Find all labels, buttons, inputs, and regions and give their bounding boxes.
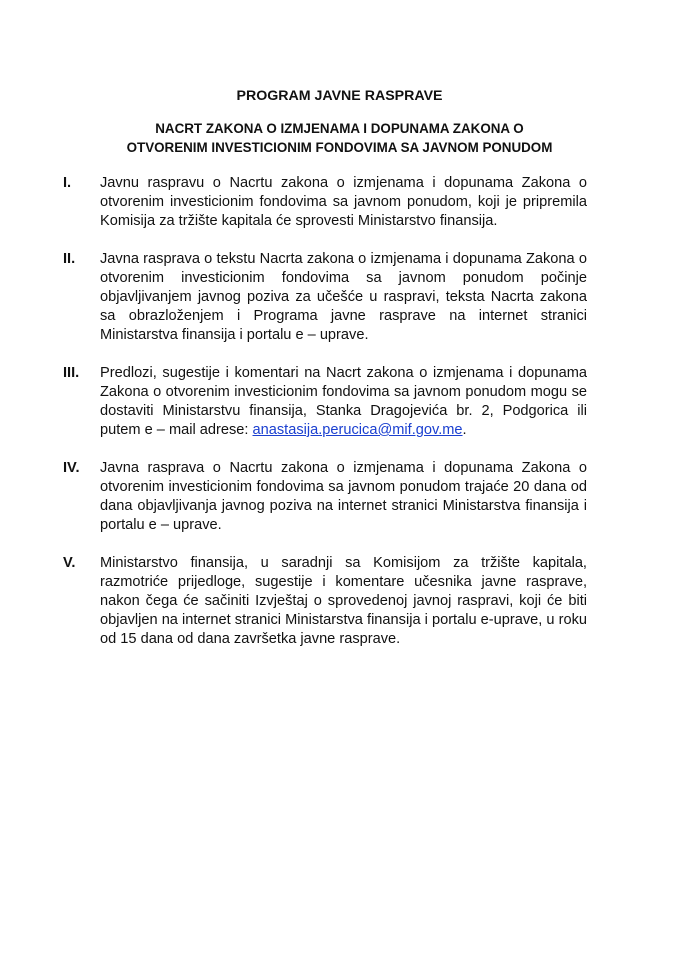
section-number: IV. [63, 460, 80, 476]
sections-list [63, 174, 587, 668]
section-text: Predlozi, sugestije i komentari na Nacrt zakona o izmjenama i dopunama Zakona o otvorenim investicionim fondovima sa javnom ponudom mogu se dostaviti Ministarstvu finansija, Stanka Dragojevića br. 2, Podgorica ili putem e – mail adrese: [100, 365, 587, 438]
section-text: Javnu raspravu o Nacrtu zakona o izmjenama i dopunama Zakona o otvorenim investicionim fondovima sa javnom ponudom, koji je pripremila Komisija za tržište kapitala će sprovesti Ministarstvo finansija. [100, 175, 587, 229]
section-1 [63, 174, 587, 231]
section-text: Javna rasprava o Nacrtu zakona o izmjenama i dopunama Zakona o otvorenim investicionim fondovima sa javnom ponudom trajaće 20 dana od dana objavljivanja javnog poziva na internet stranici Ministarstva finansija i portalu e – uprave. [100, 460, 587, 533]
section-text-end: . [462, 422, 467, 438]
document-title: PROGRAM JAVNE RASPRAVE [236, 88, 443, 104]
section-2 [63, 250, 587, 345]
document-subtitle: NACRT ZAKONA O IZMJENAMA I DOPUNAMA ZAKONA O OTVORENIM INVESTICIONIM FONDOVIMA SA JAVNOM PONUDOM [126, 121, 553, 155]
section-number: V. [63, 555, 76, 571]
section-text: Ministarstvo finansija, u saradnji sa Komisijom za tržište kapitala, razmotriće prijedloge, sugestije i komentare učesnika javne rasprave, nakon čega će sačiniti Izvještaj o sprovedenoj javnoj raspravi, koji će biti objavljen na internet stranici Ministarstva finansija i portalu e-uprave, u roku od 15 dana od dana završetka javne rasprave. [100, 555, 587, 647]
section-4 [63, 459, 587, 535]
section-number: II. [63, 251, 76, 267]
section-number: I. [63, 175, 72, 191]
section-5 [63, 554, 587, 649]
email-link[interactable]: anastasija.perucica@mif.gov.me [252, 422, 463, 438]
section-text: Javna rasprava o tekstu Nacrta zakona o izmjenama i dopunama Zakona o otvorenim investicionim fondovima sa javnom ponudom počinje objavljivanjem javnog poziva za učešće u raspravi, teksta Nacrta zakona sa obrazloženjem i Programa javne rasprave na internet stranici Ministarstva finansija i portalu e – uprave. [100, 251, 587, 343]
section-number: III. [63, 365, 80, 381]
section-3 [63, 364, 587, 440]
